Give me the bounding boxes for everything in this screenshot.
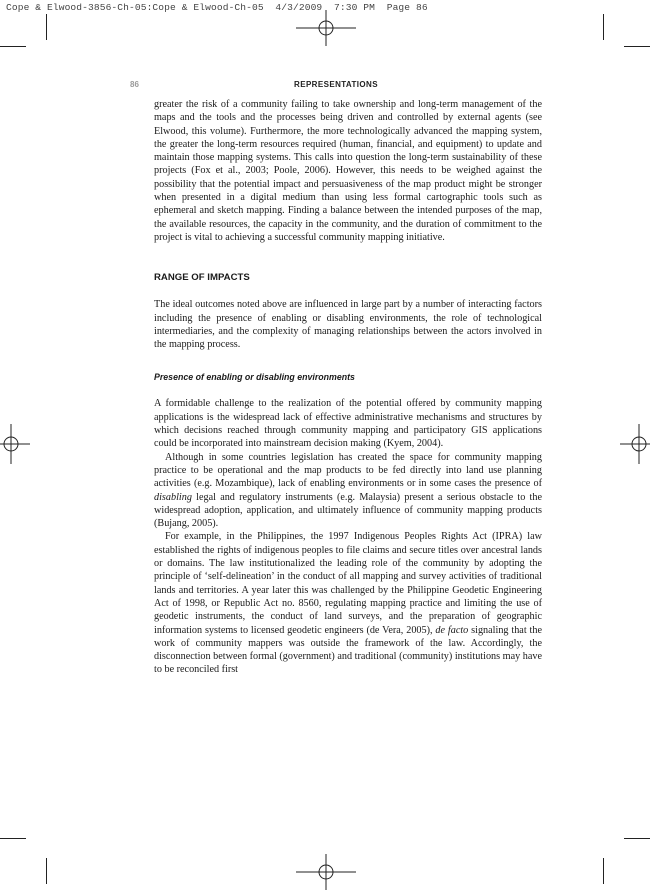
paragraph-text: For example, in the Philippines, the 1997 Indigenous Peoples Rights Act (IPRA) law established the rights of indigenous peoples to file claims and secure titles over ancestral lands or domains. The law institutionalized the leading role of the community by adopting the principle of ‘self-delineation’ in the conduct of all mapping and survey activities of traditional lands and territories. A year later this was challenged by the Philippine Geodetic Engineering Act of 1998, or Republic Act no. 8560, regulating mapping practice and limiting the use of geodetic instruments, the conduct of land surveys, and the preparation of geographic information systems to licensed geodetic engineers (de Vera, 2005),: [154, 531, 542, 636]
paragraph-2: [154, 298, 542, 351]
running-title: REPRESENTATIONS: [294, 80, 378, 89]
registration-mark-top-icon: [296, 8, 356, 48]
crop-mark-bottom-left-v: [46, 858, 47, 884]
crop-mark-top-left-h: [0, 46, 26, 47]
crop-mark-bottom-right-h: [624, 838, 650, 839]
page-number: 86: [130, 80, 139, 89]
paragraph-text: legal and regulatory instruments (e.g. Malaysia) present a serious obstacle to the widespread adoption, application, and ultimately influence of community mapping products (Bujang, 2005).: [154, 491, 542, 530]
subsection-heading: Presence of enabling or disabling environments: [154, 372, 355, 383]
registration-mark-right-icon: [620, 422, 650, 466]
print-slug: Cope & Elwood-3856-Ch-05:Cope & Elwood-Ch-05 4/3/2009 7:30 PM Page 86: [6, 2, 428, 13]
registration-mark-left-icon: [0, 422, 30, 466]
running-head: [130, 80, 542, 92]
crop-mark-top-right-v: [603, 14, 604, 40]
paragraph-text: A formidable challenge to the realization of the potential offered by community mapping applications is the widespread lack of effective administrative mechanisms and structures by which decisions reached through community mapping and participatory GIS applications could be incorporated into mainstream decision making (Kyem, 2004).: [154, 398, 542, 450]
paragraph-text: greater the risk of a community failing to take ownership and long-term management of the maps and the tools and the processes being driven and controlled by external agents (see Elwood, this volume). Furthermore, the more technologically advanced the mapping system, the greater the long-term resources required (human, financial, and equipment) to update and maintain those mapping systems. This calls into question the long-term sustainability of these projects (Fox et al., 2003; Poole, 2006). However, this needs to be weighed against the possibility that the potential impact and persuasiveness of the map product might be stronger when presented in a digital medium than using less formal cartographic tools such as ephemeral and sketch mapping. Finding a balance between the intended purposes of the map, the available resources, the capacity in the community, and the duration of commitment to the project is vital to achieving a successful community mapping initiative.: [154, 99, 542, 243]
emphasis-text: disabling: [154, 491, 192, 503]
paragraph-4: [154, 451, 542, 531]
registration-mark-bottom-icon: [296, 852, 356, 892]
paragraph-3: [154, 397, 542, 450]
section-heading: RANGE OF IMPACTS: [154, 272, 250, 284]
crop-mark-top-left-v: [46, 14, 47, 40]
emphasis-text: de facto: [435, 624, 469, 636]
paragraph-5: [154, 530, 542, 676]
paragraph-text: Although in some countries legislation has created the space for community mapping practice to be operational and the map products to be fed directly into land use planning activities (e.g. Mozambique), lack of enabling environments or in some cases the presence of: [154, 451, 542, 490]
crop-mark-bottom-right-v: [603, 858, 604, 884]
crop-mark-top-right-h: [624, 46, 650, 47]
paragraph-text: signaling that the work of community mappers was outside the framework of the law. Accordingly, the disconnection between formal (government) and traditional (community) institutions may have to be reconciled first: [154, 624, 542, 676]
crop-mark-bottom-left-h: [0, 838, 26, 839]
page-body: [154, 98, 542, 677]
paragraph-1: [154, 98, 542, 244]
paragraph-text: The ideal outcomes noted above are influenced in large part by a number of interacting factors including the presence of enabling or disabling environments, the role of technological intermediaries, and the complexity of managing relationships between the actors involved in the mapping process.: [154, 299, 542, 351]
